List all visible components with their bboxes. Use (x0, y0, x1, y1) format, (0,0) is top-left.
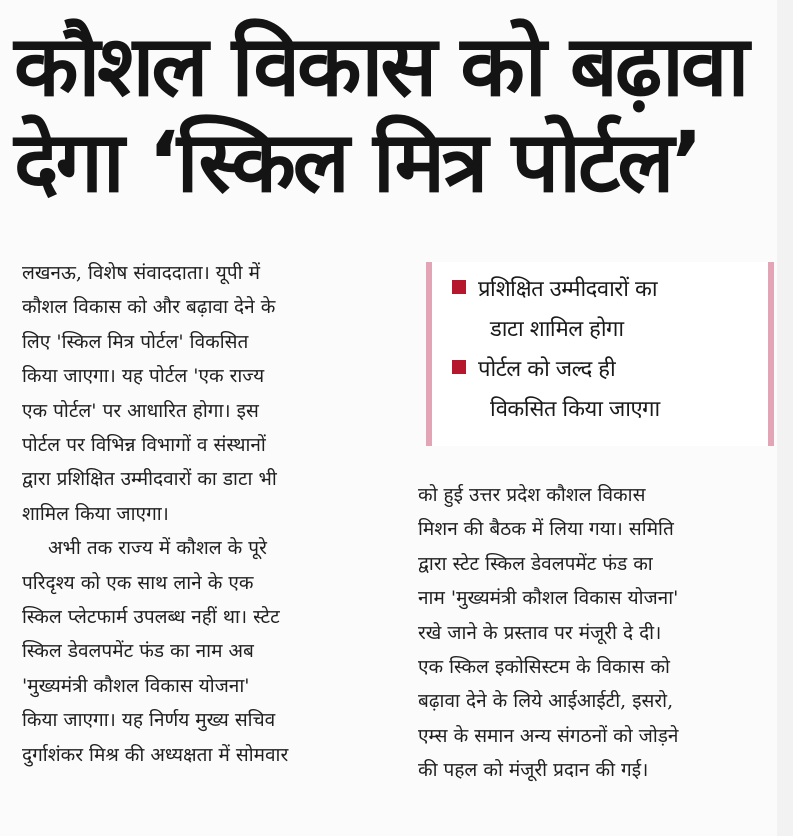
headline (14, 18, 784, 210)
article-line: किया जाएगा। यह निर्णय मुख्य सचिव (22, 709, 276, 732)
article-line: कौशल विकास को और बढ़ावा देने के (22, 296, 276, 319)
article-line: पोर्टल पर विभिन्न विभागों व संस्थानों (22, 434, 266, 457)
article-line: द्वारा स्टेट स्किल डेवलपमेंट फंड का (418, 552, 653, 575)
article-line: लिए 'स्किल मित्र पोर्टल' विकसित (22, 330, 249, 353)
article-line: को हुई उत्तर प्रदेश कौशल विकास (418, 484, 646, 506)
article-line: किया जाएगा। यह पोर्टल 'एक राज्य (22, 365, 265, 388)
article-line: बढ़ावा देने के लिये आईआईटी, इसरो, (418, 690, 674, 713)
article-line: रखे जाने के प्रस्ताव पर मंजूरी दे दी। (418, 621, 662, 644)
highlight-item (452, 350, 660, 430)
square-bullet-icon (452, 280, 466, 294)
article-line: एक स्किल इकोसिस्टम के विकास को (418, 656, 670, 679)
highlight-item (452, 270, 657, 350)
highlights-box (426, 262, 774, 446)
highlight-text: विकसित किया जाएगा (490, 397, 660, 422)
article-line: 'मुख्यमंत्री कौशल विकास योजना' (22, 674, 250, 697)
article-line: अभी तक राज्य में कौशल के पूरे (48, 537, 267, 560)
highlight-text: डाटा शामिल होगा (490, 317, 624, 342)
article-line: द्वारा प्रशिक्षित उम्मीदवारों का डाटा भी (22, 468, 277, 491)
headline-line-1: कौशल विकास को बढ़ावा (14, 17, 747, 115)
article-line: एक पोर्टल' पर आधारित होगा। इस (22, 399, 259, 422)
highlight-text: प्रशिक्षित उम्मीदवारों का (478, 277, 658, 302)
article-line: स्किल डेवलपमेंट फंड का नाम अब (22, 640, 254, 663)
article-line: स्किल प्लेटफार्म उपलब्ध नहीं था। स्टेट (22, 606, 280, 629)
article-line: मिशन की बैठक में लिया गया। समिति (418, 518, 674, 541)
article-column-right (418, 478, 776, 788)
highlight-text: पोर्टल को जल्द ही (478, 357, 616, 382)
article-column-left (22, 256, 394, 772)
article-line: लखनऊ, विशेष संवाददाता। यूपी में (22, 262, 260, 284)
article-line: दुर्गाशंकर मिश्र की अध्यक्षता में सोमवार (22, 743, 289, 766)
article-line: शामिल किया जाएगा। (22, 502, 169, 525)
article-line: परिदृश्य को एक साथ लाने के एक (22, 571, 254, 594)
article-line: एम्स के समान अन्य संगठनों को जोड़ने (418, 724, 679, 747)
article-line: की पहल को मंजूरी प्रदान की गई। (418, 759, 649, 782)
article-line: नाम 'मुख्यमंत्री कौशल विकास योजना' (418, 587, 679, 610)
square-bullet-icon (452, 360, 466, 374)
headline-line-2: देगा ‘स्किल मित्र पोर्टल’ (14, 113, 701, 211)
